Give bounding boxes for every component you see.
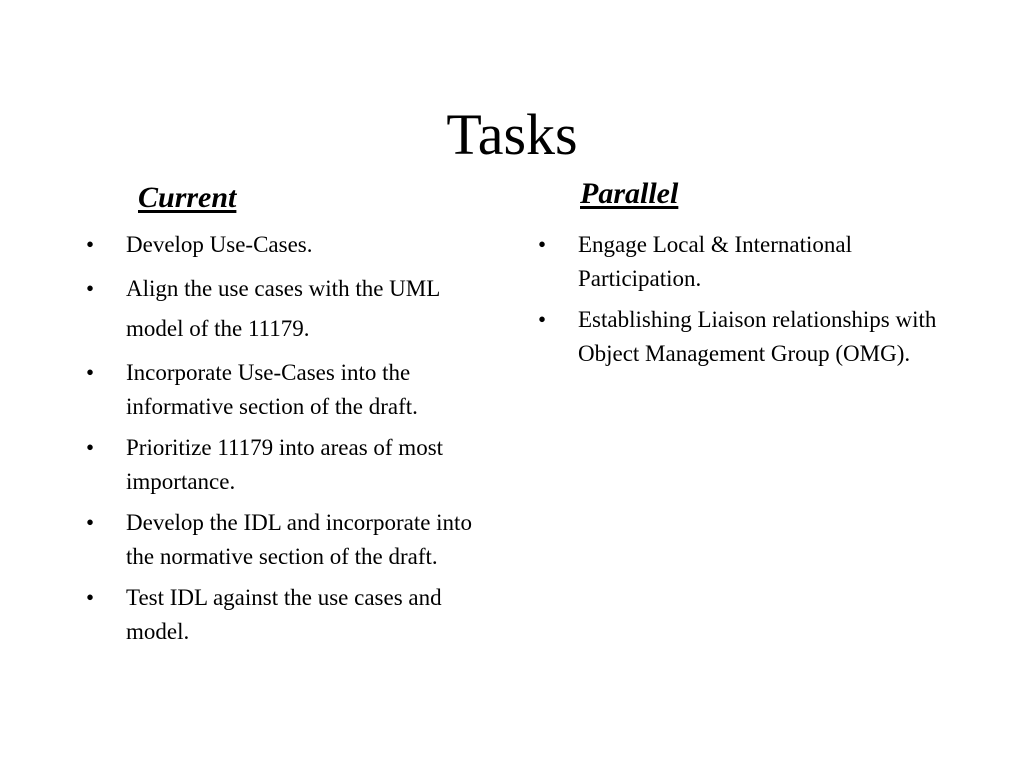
list-item (86, 228, 486, 262)
current-task-list (86, 228, 486, 656)
list-item-text: Incorporate Use-Cases into the informative section of the draft. (126, 360, 418, 419)
list-item-text: Establishing Liaison relationships with Object Management Group (OMG). (578, 307, 937, 366)
parallel-task-list (538, 228, 938, 378)
list-item (538, 228, 938, 296)
list-item-text: Test IDL against the use cases and model. (126, 585, 442, 644)
list-item-text: Align the use cases with the UML model of the 11179. (126, 276, 440, 341)
list-item (86, 431, 486, 499)
parallel-heading: Parallel (580, 177, 679, 210)
list-item (86, 356, 486, 424)
list-item-text: Develop the IDL and incorporate into the normative section of the draft. (126, 510, 472, 569)
list-item (86, 581, 486, 649)
slide-title: Tasks (446, 102, 578, 167)
list-item (86, 269, 486, 349)
current-heading: Current (138, 181, 237, 214)
bullet-icon: • (86, 435, 95, 460)
list-item-text: Develop Use-Cases. (126, 232, 313, 257)
bullet-icon: • (86, 232, 95, 257)
bullet-icon: • (86, 510, 95, 535)
bullet-icon: • (86, 276, 95, 301)
list-item-text: Prioritize 11179 into areas of most importance. (126, 435, 444, 494)
bullet-icon: • (86, 585, 95, 610)
bullet-icon: • (86, 360, 95, 385)
bullet-icon: • (538, 232, 547, 257)
list-item (538, 303, 938, 371)
bullet-icon: • (538, 307, 547, 332)
list-item (86, 506, 486, 574)
list-item-text: Engage Local & International Participation. (578, 232, 852, 291)
